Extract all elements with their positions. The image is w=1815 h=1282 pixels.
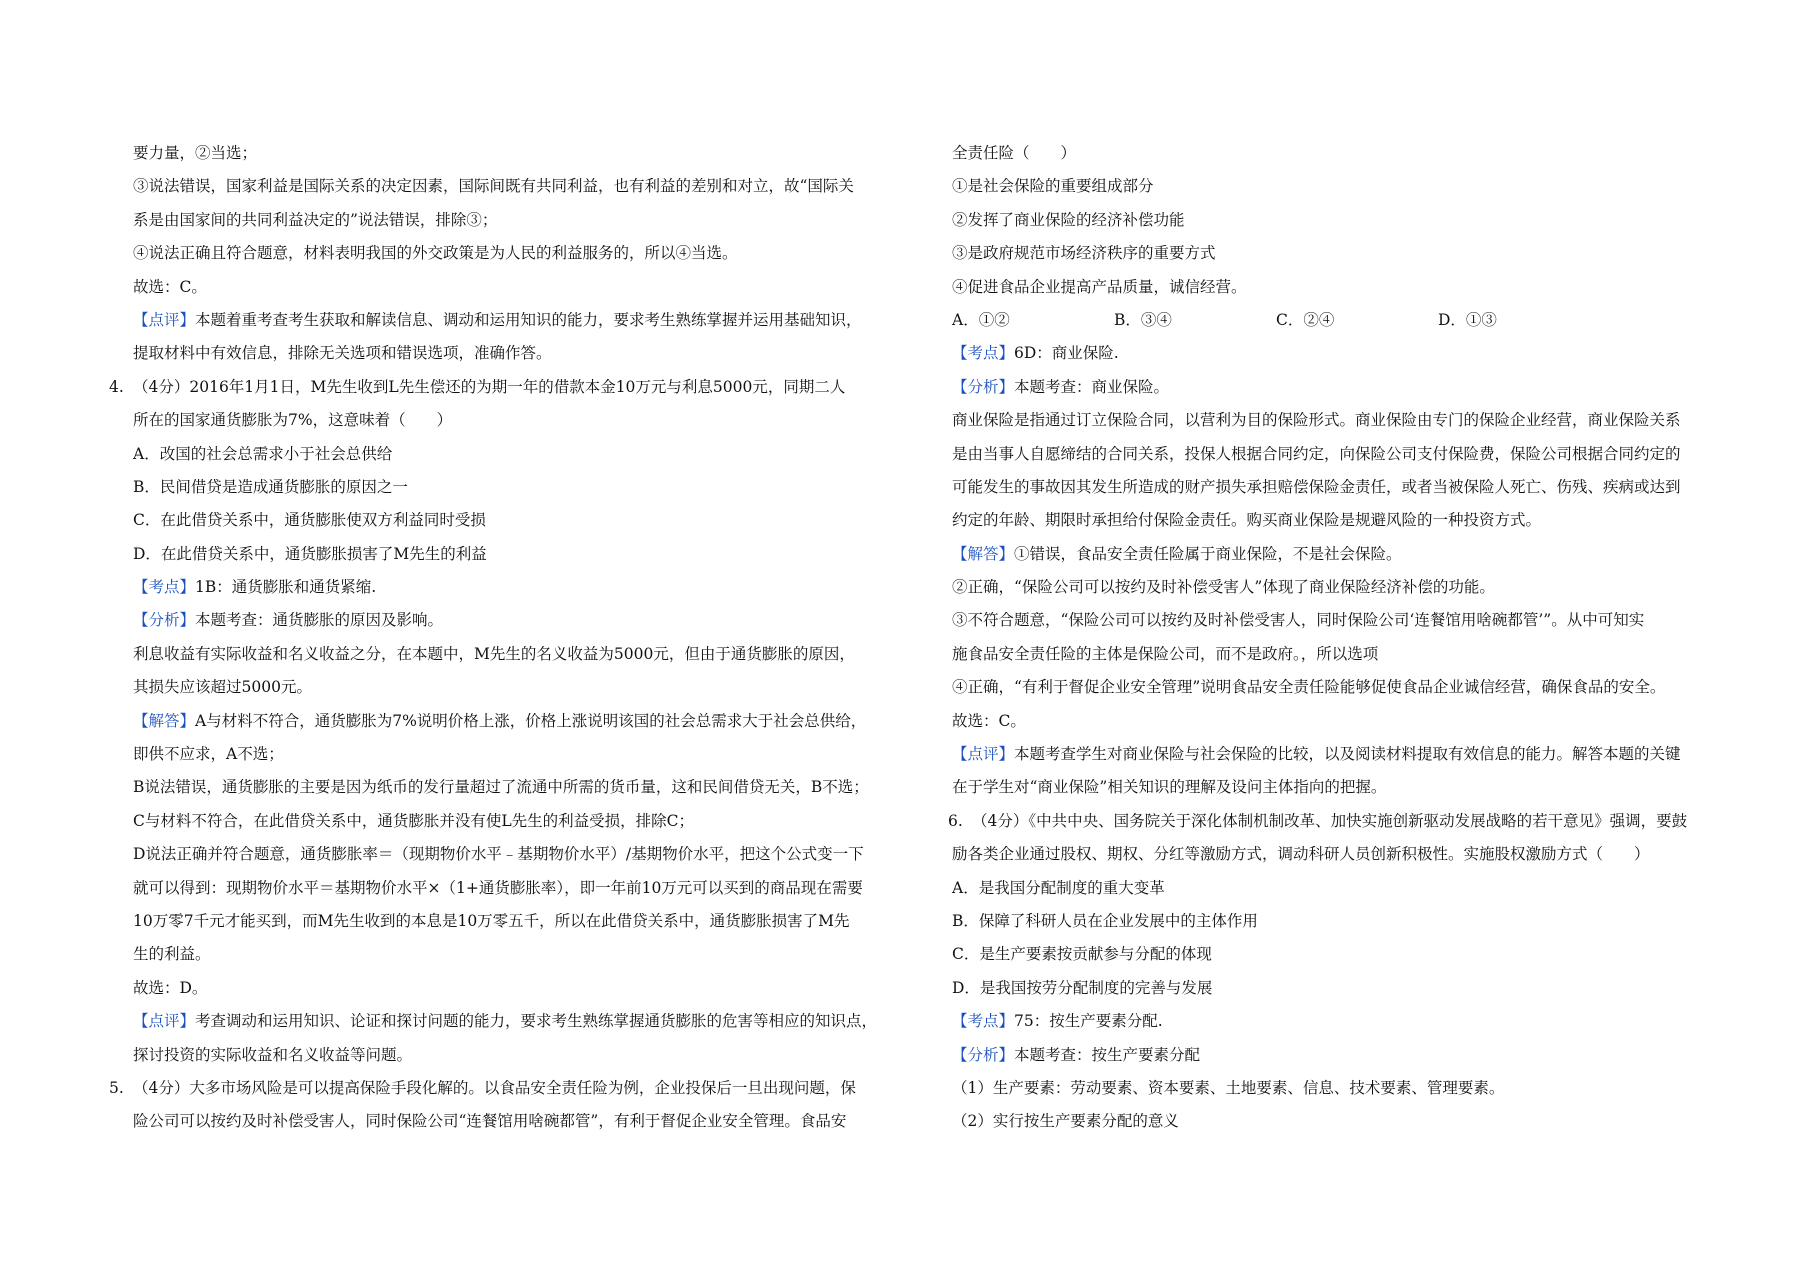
text-line: ③是政府规范市场经济秩序的重要方式 bbox=[952, 244, 1216, 263]
line-text: 考查调动和运用知识、论证和探讨问题的能力，要求考生熟练掌握通货膨胀的危害等相应的知识点， bbox=[195, 1012, 878, 1031]
text-line: 所在的国家通货膨胀为7%，这意味着（ ） bbox=[133, 411, 453, 430]
text-line: D．在此借贷关系中，通货膨胀损害了M先生的利益 bbox=[133, 544, 487, 563]
text-line: 即供不应求，A不选； bbox=[133, 745, 284, 764]
text-line: 其损失应该超过5000元。 bbox=[133, 678, 312, 697]
text-line: C与材料不符合，在此借贷关系中，通货膨胀并没有使L先生的利益受损，排除C； bbox=[133, 811, 695, 830]
text-line: ③说法错误，国家利益是国际关系的决定因素，国际间既有共同利益，也有利益的差别和对立，故“国际关 bbox=[133, 177, 854, 196]
text-line: 利息收益有实际收益和名义收益之分，在本题中，M先生的名义收益为5000元，但由于通货膨胀的原因， bbox=[133, 644, 855, 663]
section-tag: 【考点】 bbox=[952, 344, 1015, 363]
labeled-line bbox=[952, 738, 1717, 771]
right-column bbox=[948, 137, 1717, 1139]
question-text: （4分）《中共中央、国务院关于深化体制机制改革、加快实施创新驱动发展战略的若干意见》强调，要鼓 bbox=[972, 811, 1688, 830]
text-line: 励各类企业通过股权、期权、分红等激励方式，调动科研人员创新积极性。实施股权激励方式（ ） bbox=[952, 845, 1650, 864]
text-line: 系是由国家间的共同利益决定的”说法错误，排除③； bbox=[133, 210, 498, 229]
line-text: 本题考查：按生产要素分配 bbox=[1014, 1045, 1201, 1064]
question-line bbox=[109, 1072, 903, 1105]
text-line: B．保障了科研人员在企业发展中的主体作用 bbox=[952, 911, 1258, 930]
line-text: 本题考查：通货膨胀的原因及影响。 bbox=[195, 611, 444, 630]
text-line: （1）生产要素：劳动要素、资本要素、土地要素、信息、技术要素、管理要素。 bbox=[952, 1078, 1505, 1097]
answer-option: A．①② bbox=[952, 310, 1010, 329]
text-line: C．在此借贷关系中，通货膨胀使双方利益同时受损 bbox=[133, 511, 486, 530]
text-line: 生的利益。 bbox=[133, 945, 211, 964]
text-line: C．是生产要素按贡献参与分配的体现 bbox=[952, 945, 1212, 964]
question-number: 5. bbox=[109, 1078, 124, 1097]
text-line: 提取材料中有效信息，排除无关选项和错误选项，准确作答。 bbox=[133, 344, 552, 363]
line-text: 75：按生产要素分配. bbox=[1014, 1012, 1163, 1031]
question-number: 4. bbox=[109, 377, 124, 396]
section-tag: 【考点】 bbox=[133, 578, 196, 597]
section-tag: 【解答】 bbox=[133, 711, 196, 730]
text-line: ①是社会保险的重要组成部分 bbox=[952, 177, 1154, 196]
section-tag: 【点评】 bbox=[133, 310, 196, 329]
section-tag: 【分析】 bbox=[952, 1045, 1015, 1064]
line-text: 1B：通货膨胀和通货紧缩. bbox=[195, 578, 377, 597]
question-number: 6. bbox=[948, 811, 963, 830]
text-line: ④正确，“有利于督促企业安全管理”说明食品安全责任险能够促使食品企业诚信经营，确保食品的安全。 bbox=[952, 678, 1666, 697]
text-line: 可能发生的事故因其发生所造成的财产损失承担赔偿保险金责任，或者当被保险人死亡、伤残、疾病或达到 bbox=[952, 477, 1681, 496]
section-tag: 【点评】 bbox=[952, 745, 1015, 764]
text-line: B．民间借贷是造成通货膨胀的原因之一 bbox=[133, 477, 408, 496]
text-line: ③不符合题意，“保险公司可以按约及时补偿受害人，同时保险公司‘连餐馆用啥碗都管’”。从中可知实 bbox=[952, 611, 1645, 630]
section-tag: 【解答】 bbox=[952, 544, 1015, 563]
text-line: A．是我国分配制度的重大变革 bbox=[952, 878, 1165, 897]
section-tag: 【分析】 bbox=[952, 377, 1015, 396]
text-line: ④促进食品企业提高产品质量，诚信经营。 bbox=[952, 277, 1247, 296]
section-tag: 【分析】 bbox=[133, 611, 196, 630]
text-line: 险公司可以按约及时补偿受害人，同时保险公司“连餐馆用啥碗都管”，有利于督促企业安全管理。食品安 bbox=[133, 1112, 847, 1131]
text-line: 故选：C。 bbox=[133, 277, 207, 296]
labeled-line bbox=[952, 1039, 1717, 1072]
question-text: （4分）大多市场风险是可以提高保险手段化解的。以食品安全责任险为例，企业投保后一旦出现问题，保 bbox=[133, 1078, 856, 1097]
section-tag: 【点评】 bbox=[133, 1012, 196, 1031]
text-line: D．是我国按劳分配制度的完善与发展 bbox=[952, 978, 1213, 997]
question-line bbox=[948, 805, 1717, 838]
line-text: 本题着重考查考生获取和解读信息、调动和运用知识的能力，要求考生熟练掌握并运用基础知识， bbox=[195, 310, 862, 329]
text-line: 故选：D。 bbox=[133, 978, 208, 997]
answer-options bbox=[952, 304, 1717, 337]
text-line: ②发挥了商业保险的经济补偿功能 bbox=[952, 210, 1185, 229]
labeled-line bbox=[113, 705, 903, 738]
text-line: 就可以得到：现期物价水平＝基期物价水平×（1+通货膨胀率），即一年前10万元可以买到的商品现在需要 bbox=[133, 878, 863, 897]
left-column bbox=[109, 137, 903, 1139]
text-line: 商业保险是指通过订立保险合同，以营利为目的保险形式。商业保险由专门的保险企业经营，商业保险关系 bbox=[952, 411, 1681, 430]
answer-option: B．③④ bbox=[1114, 310, 1172, 329]
line-text: 本题考查：商业保险。 bbox=[1014, 377, 1170, 396]
section-tag: 【考点】 bbox=[952, 1012, 1015, 1031]
text-line: 要力量，②当选； bbox=[133, 144, 258, 162]
text-line: A．改国的社会总需求小于社会总供给 bbox=[133, 444, 393, 463]
labeled-line bbox=[113, 304, 903, 337]
text-line: ②正确，“保险公司可以按约及时补偿受害人”体现了商业保险经济补偿的功能。 bbox=[952, 578, 1495, 597]
answer-option: C．②④ bbox=[1276, 310, 1335, 329]
labeled-line bbox=[113, 571, 903, 604]
text-line: 全责任险（ ） bbox=[952, 144, 1077, 162]
text-line: D说法正确并符合题意，通货膨胀率＝（现期物价水平﹣基期物价水平）/基期物价水平，把这个公式变一下 bbox=[133, 845, 864, 864]
text-line: B说法错误，通货膨胀的主要是因为纸币的发行量超过了流通中所需的货币量，这和民间借贷无关，B不选； bbox=[133, 778, 869, 797]
text-line: 探讨投资的实际收益和名义收益等问题。 bbox=[133, 1045, 413, 1064]
text-line: 是由当事人自愿缔结的合同关系，投保人根据合同约定，向保险公司支付保险费，保险公司根据合同约定的 bbox=[952, 444, 1681, 463]
labeled-line bbox=[113, 1005, 903, 1038]
labeled-line bbox=[113, 604, 903, 637]
text-line: 10万零7千元才能买到，而M先生收到的本息是10万零五千，所以在此借贷关系中，通货膨胀损害了M先 bbox=[133, 911, 850, 930]
line-text: 6D：商业保险. bbox=[1014, 344, 1119, 363]
question-text: （4分）2016年1月1日，M先生收到L先生偿还的为期一年的借款本金10万元与利息5000元，同期二人 bbox=[133, 377, 846, 396]
question-line bbox=[109, 371, 903, 404]
text-line: ④说法正确且符合题意，材料表明我国的外交政策是为人民的利益服务的，所以④当选。 bbox=[133, 244, 738, 263]
text-line: 施食品安全责任险的主体是保险公司，而不是政府。，所以选项 bbox=[952, 644, 1379, 663]
line-text: ①错误，食品安全责任险属于商业保险，不是社会保险。 bbox=[1014, 544, 1402, 563]
answer-option: D．①③ bbox=[1438, 310, 1497, 329]
labeled-line bbox=[952, 1005, 1717, 1038]
labeled-line bbox=[952, 337, 1717, 370]
labeled-line bbox=[952, 371, 1717, 404]
line-text: 本题考查学生对商业保险与社会保险的比较，以及阅读材料提取有效信息的能力。解答本题的关键 bbox=[1014, 745, 1681, 764]
text-line: 约定的年龄、期限时承担给付保险金责任。购买商业保险是规避风险的一种投资方式。 bbox=[952, 511, 1542, 530]
text-line: 故选：C。 bbox=[952, 711, 1026, 730]
text-line: 在于学生对“商业保险”相关知识的理解及设问主体指向的把握。 bbox=[952, 778, 1387, 797]
line-text: A与材料不符合，通货膨胀为7%说明价格上涨，价格上涨说明该国的社会总需求大于社会总供给， bbox=[195, 711, 867, 730]
text-line: （2）实行按生产要素分配的意义 bbox=[952, 1112, 1179, 1131]
labeled-line bbox=[952, 538, 1717, 571]
